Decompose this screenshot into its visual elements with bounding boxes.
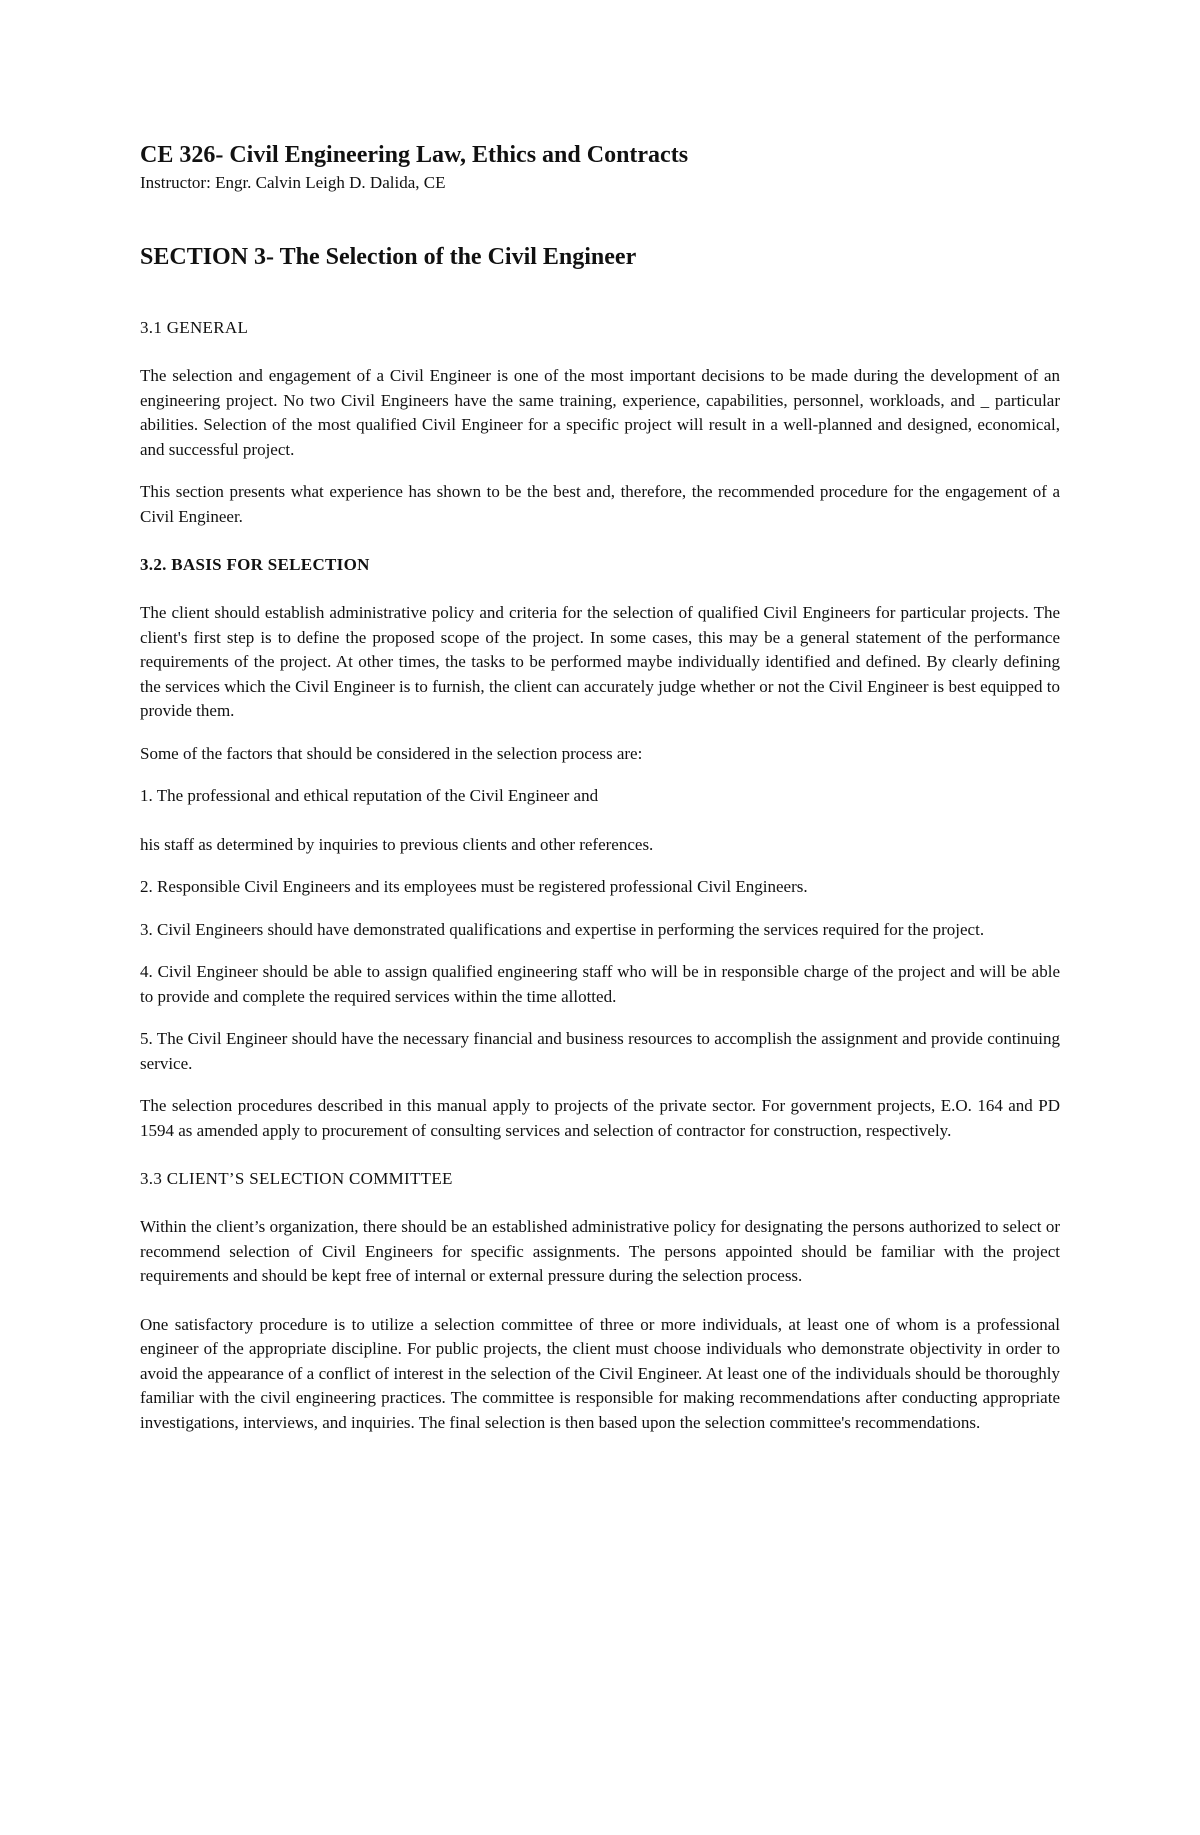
paragraph-factors-lead: Some of the factors that should be considered in the selection process are: [140, 743, 643, 763]
section-title: SECTION 3- The Selection of the Civil Engineer [140, 244, 637, 270]
paragraph-committee-1: Within the client’s organization, there should be an established administrative policy for designating the persons authorized to select or recommend selection of Civil Engineers for specific assignments. The persons appointed should be familiar with the project requirements and should be kept free of internal or external pressure during the selection process. [140, 1217, 1060, 1285]
factor-3: 3. Civil Engineers should have demonstrated qualifications and expertise in performing the services required for the project. [140, 919, 985, 939]
factor-4: 4. Civil Engineer should be able to assign qualified engineering staff who will be in responsible charge of the project and will be able to provide and complete the required services within the time allotted. [140, 962, 1060, 1006]
heading-selection-committee: 3.3 CLIENT’S SELECTION COMMITTEE [140, 1169, 453, 1188]
paragraph-general-1: The selection and engagement of a Civil Engineer is one of the most important decisions to be made during the development of an engineering project. No two Civil Engineers have the same training, experience, capabilities, personnel, workloads, and _ particular abilities. Selection of the most qualified Civil Engineer for a specific project will result in a well-planned and designed, economical, and successful project. [140, 366, 1060, 459]
heading-general: 3.1 GENERAL [140, 318, 249, 337]
paragraph-general-2: This section presents what experience has shown to be the best and, therefore, the recommended procedure for the engagement of a Civil Engineer. [140, 482, 1060, 526]
course-title: CE 326- Civil Engineering Law, Ethics and Contracts [140, 142, 689, 168]
factor-5: 5. The Civil Engineer should have the necessary financial and business resources to accomplish the assignment and provide continuing service. [140, 1029, 1060, 1073]
factor-2: 2. Responsible Civil Engineers and its employees must be registered professional Civil Engineers. [140, 877, 808, 896]
factor-1-continued: his staff as determined by inquiries to previous clients and other references. [140, 834, 654, 854]
paragraph-basis-intro: The client should establish administrative policy and criteria for the selection of qualified Civil Engineers for particular projects. The client's first step is to define the proposed scope of the project. In some cases, this may be a general statement of the performance requirements of the project. At other times, the tasks to be performed maybe individually identified and defined. By clearly defining the services which the Civil Engineer is to furnish, the client can accurately judge whether or not the Civil Engineer is best equipped to provide them. [140, 603, 1060, 720]
heading-basis-for-selection: 3.2. BASIS FOR SELECTION [140, 555, 370, 574]
paragraph-committee-2: One satisfactory procedure is to utilize a selection committee of three or more individuals, at least one of whom is a professional engineer of the appropriate discipline. For public projects, the client must choose individuals who demonstrate objectivity in order to avoid the appearance of a conflict of interest in the selection of the Civil Engineer. At least one of the individuals should be thoroughly familiar with the civil engineering practices. The committee is responsible for making recommendations after conducting appropriate investigations, interviews, and inquiries. The final selection is then based upon the selection committee's recommendations. [140, 1314, 1060, 1432]
factor-1: 1. The professional and ethical reputation of the Civil Engineer and [140, 786, 599, 805]
paragraph-basis-closing: The selection procedures described in this manual apply to projects of the private sector. For government projects, E.O. 164 and PD 1594 as amended apply to procurement of consulting services and selection of contractor for construction, respectively. [140, 1096, 1060, 1140]
instructor-line: Instructor: Engr. Calvin Leigh D. Dalida, CE [140, 173, 446, 192]
document-page [140, 140, 1060, 1435]
